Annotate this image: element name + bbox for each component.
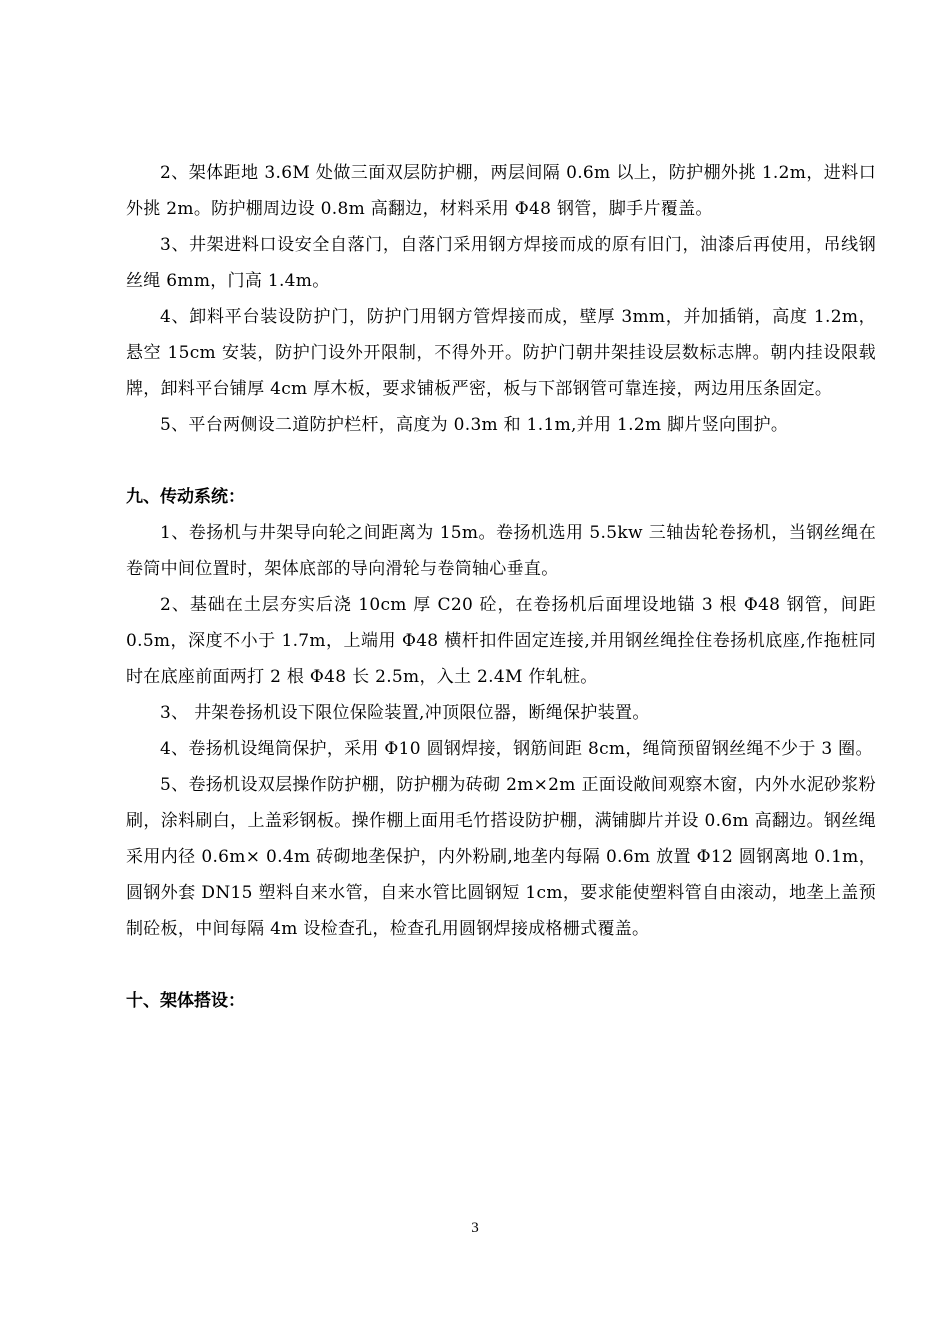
transmission-item-5: 5、卷扬机设双层操作防护棚，防护棚为砖砌 2m×2m 正面设敞间观察木窗，内外水泥砂浆粉刷，涂料刷白，上盖彩钢板。操作棚上面用毛竹搭设防护棚，满铺脚片并设 0.6m 高翻边。钢丝绳采用内径 0.6m× 0.4m 砖砌地垄保护，内外粉刷,地垄内每隔 0.6m 放置 Φ12 圆钢离地 0.1m，圆钢外套 DN15 塑料自来水管，自来水管比圆钢短 1cm，要求能使塑料管自由滚动，地垄上盖预制砼板，中间每隔 4m 设检查孔，检查孔用圆钢焊接成格栅式覆盖。: [126, 775, 876, 939]
document-body: [126, 155, 876, 1019]
section-spacer: [126, 947, 876, 983]
paragraph-item-4: 4、卸料平台装设防护门，防护门用钢方管焊接而成，壁厚 3mm，并加插销，高度 1.2m，悬空 15cm 安装，防护门设外开限制，不得外开。防护门朝井架挂设层数标志牌。朝内挂设限载牌，卸料平台铺厚 4cm 厚木板，要求铺板严密，板与下部钢管可靠连接，两边用压条固定。: [126, 307, 876, 399]
page-number: 3: [471, 1220, 479, 1236]
paragraph-item-3: 3、井架进料口设安全自落门，自落门采用钢方焊接而成的原有旧门，油漆后再使用，吊线钢丝绳 6mm，门高 1.4m。: [126, 235, 876, 291]
transmission-item-4: 4、卷扬机设绳筒保护，采用 Φ10 圆钢焊接，钢筋间距 8cm，绳筒预留钢丝绳不少于 3 圈。: [160, 739, 873, 759]
paragraph-item-5: 5、平台两侧设二道防护栏杆，高度为 0.3m 和 1.1m,并用 1.2m 脚片竖向围护。: [160, 415, 789, 435]
transmission-item-1: 1、卷扬机与井架导向轮之间距离为 15m。卷扬机选用 5.5kw 三轴齿轮卷扬机，当钢丝绳在卷筒中间位置时，架体底部的导向滑轮与卷筒轴心垂直。: [126, 523, 876, 579]
section-heading-transmission: 九、传动系统：: [126, 487, 245, 507]
section-spacer: [126, 443, 876, 479]
transmission-item-2: 2、基础在土层夯实后浇 10cm 厚 C20 砼，在卷扬机后面埋设地锚 3 根 Φ48 钢管，间距 0.5m，深度不小于 1.7m，上端用 Φ48 横杆扣件固定连接,并用钢丝绳拴住卷扬机底座,作拖桩同时在底座前面两打 2 根 Φ48 长 2.5m，入土 2.4M 作轧桩。: [126, 595, 876, 687]
section-heading-frame-erection: 十、架体搭设：: [126, 991, 245, 1011]
paragraph-item-2: 2、架体距地 3.6M 处做三面双层防护棚，两层间隔 0.6m 以上，防护棚外挑 1.2m，进料口外挑 2m。防护棚周边设 0.8m 高翻边，材料采用 Φ48 钢管，脚手片覆盖。: [126, 163, 876, 219]
transmission-item-3: 3、 井架卷扬机设下限位保险装置,冲顶限位器，断绳保护装置。: [160, 703, 650, 723]
